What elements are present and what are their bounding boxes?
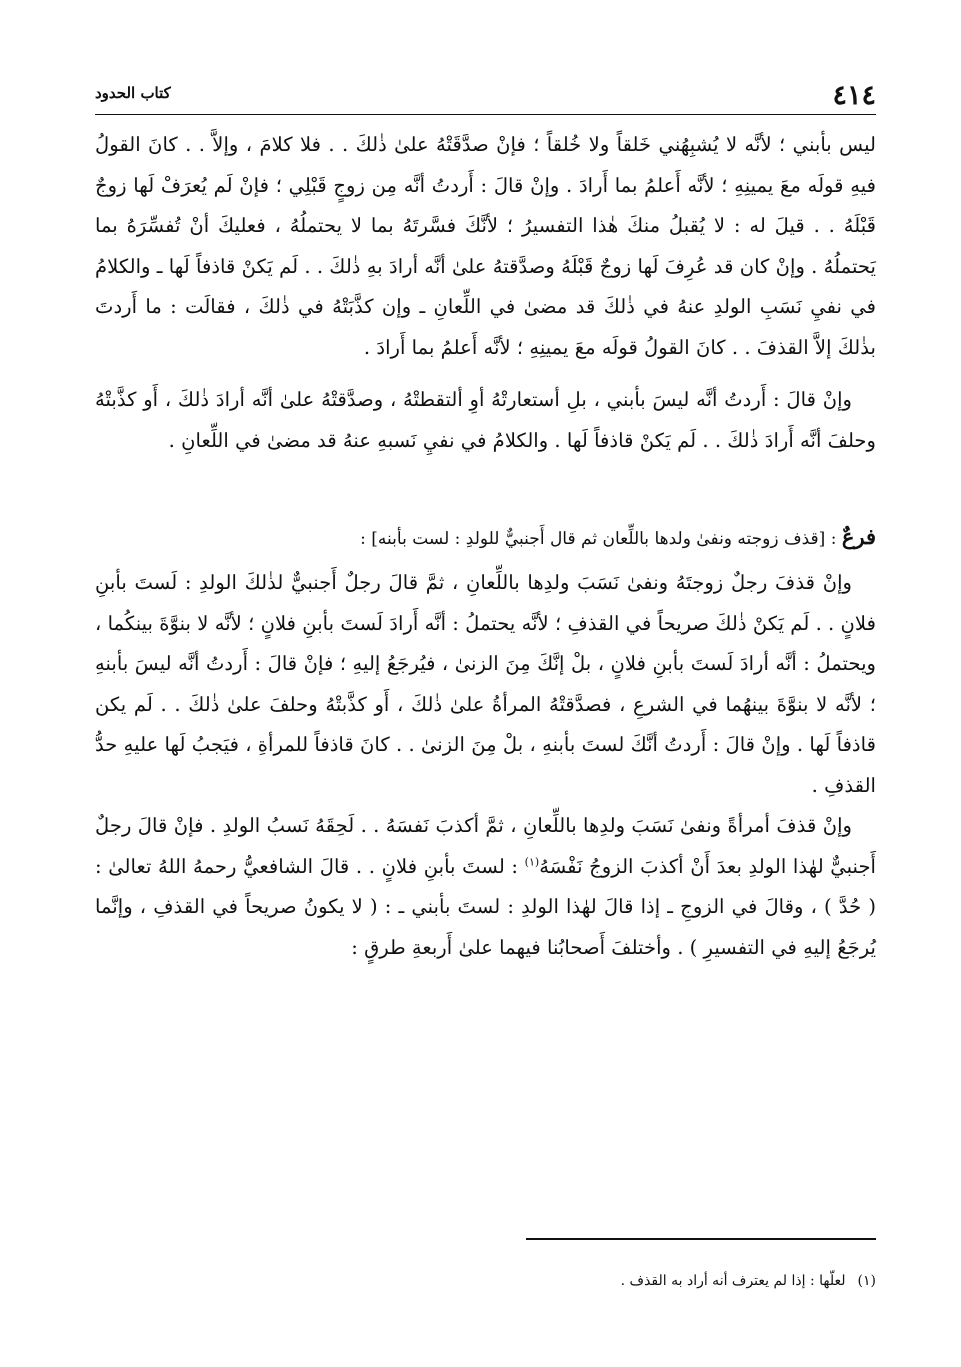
paragraph-4 xyxy=(95,806,876,968)
footnote-divider xyxy=(526,1238,876,1240)
paragraph-4-part-1: وإنْ قذفَ أمرأةً ونفىٰ نَسَبَ ولدِها باللِّعانِ ، ثمَّ أكذبَ نَفسَهُ . . لَحِقَهُ نَسبُ الولدِ . فإنْ قالَ رجلٌ أَجنبيٌّ لهٰذا الولدِ بعدَ أَنْ أكذبَ الزوجُ نَفْسَهُ xyxy=(95,814,877,878)
book-title: كتاب الحدود xyxy=(95,84,171,102)
paragraph-2: وإنْ قالَ : أَردتُ أنَّه ليسَ بأبني ، بلِ أستعارتْهُ أوِ ألتقطتْهُ ، وصدَّقتْهُ علىٰ أنَّه أرادَ ذٰلكَ ، أَو كذَّبتْهُ وحلفَ أنَّه أَرادَ ذٰلكَ . . لَم يَكنْ قاذفاً لَها . والكلامُ في نفيِ نَسبهِ عنهُ قد مضىٰ في اللِّعانِ . xyxy=(95,388,876,452)
heading-label: فرعٌ xyxy=(841,524,876,549)
paragraph-1: ليس بأبني ؛ لأنَّه لا يُشبِهُني خَلقاً ولا خُلقاً ؛ فإنْ صدَّقَتْهُ علىٰ ذٰلكَ . . فلا كلامَ ، وإلاَّ . . كانَ القولُ فيهِ قولَه معَ يمينِهِ ؛ لأنَّه أَعلمُ بما أَرادَ . وإنْ قالَ : أَردتُ أنَّه مِن زوجٍ قَبْلِي ؛ فإنْ لَم يُعرَفْ لَها زوجٌ قَبْلَهُ . . قيلَ له : لا يُقبلُ منكَ هٰذا التفسيرُ ؛ لأنَّكَ فسَّرتَهُ بما لا يحتملُهُ ، فعليكَ أنْ تُفسِّرَهُ بما يَحتملُهُ . وإنْ كان قد عُرِفَ لَها زوجٌ قَبْلَهُ وصدَّقتهُ علىٰ أنَّه أرادَ بهِ ذٰلكَ . . لَم يَكنْ قاذفاً لَها ـ والكلامُ في نفيِ نَسَبِ الولدِ عنهُ في ذٰلكَ قد مضىٰ في اللِّعانِ ـ وإن كذَّبَتْهُ في ذٰلكَ ، فقالَت : ما أَردتَ بذٰلكَ إلاَّ القذفَ . . كانَ القولُ قولَه معَ يمينِهِ ؛ لأنَّه أَعلمُ بما أَرادَ . xyxy=(95,133,876,359)
book-page xyxy=(95,70,876,1330)
heading-text: : [قذف زوجته ونفىٰ ولدها باللِّعان ثم قال أَجنبيٌّ للولدِ : لست بأبنه] : xyxy=(360,529,842,549)
section-gap xyxy=(95,461,876,517)
footnote-text: لعلّها : إذا لم يعترف أنه أراد به القذف . xyxy=(620,1273,846,1289)
section-heading xyxy=(95,517,876,559)
footnote-reference[interactable]: (١) xyxy=(524,854,540,868)
footnote xyxy=(95,1270,876,1292)
paragraph-gap xyxy=(95,368,876,380)
running-head xyxy=(95,70,876,115)
footnote-number: (١) xyxy=(857,1273,876,1289)
paragraph-4-part-2: : لستَ بأبنِ فلانٍ . . قالَ الشافعيُّ رحمهُ اللهُ تعالىٰ : ( حُدَّ ) ، وقالَ في الزوجِ ـ إذا قالَ لهٰذا الولدِ : لستَ بأبني ـ : ( لا يكونُ صريحاً في القذفِ ، وإنَّما يُرجَعُ إليهِ في التفسيرِ ) . وأختلفَ أَصحابُنا فيهما علىٰ أَربعةِ طرقٍ : xyxy=(95,854,876,959)
body-text xyxy=(95,125,876,968)
page-number: ٤١٤ xyxy=(832,80,876,111)
paragraph-3: وإنْ قذفَ رجلٌ زوجتَهُ ونفىٰ نَسَبَ ولدِها باللِّعانِ ، ثمَّ قالَ رجلٌ أَجنبيٌّ لذٰلكَ الولدِ : لَستَ بأبنِ فلانٍ . . لَم يَكنْ ذٰلكَ صريحاً في القذفِ ؛ لأنَّه يحتملُ : أنَّه أَرادَ لَستَ بأبنِ فلانٍ ؛ لأنَّه لا بنوَّةَ بينكُما ، ويحتملُ : أنَّه أرادَ لَستَ بأبنِ فلانٍ ، بلْ إنَّكَ مِنَ الزنىٰ ، فيُرجَعُ إليهِ ؛ فإنْ قالَ : أَردتُ أنَّه ليسَ بأبنهِ ؛ لأنَّه لا بنوَّةَ بينهُما في الشرعِ ، فصدَّقتْهُ المرأةُ علىٰ ذٰلكَ ، أَو كذَّبتْهُ وحلفَ علىٰ ذٰلكَ . . لَم يكن قاذفاً لَها . وإنْ قالَ : أَردتُ أنَّكَ لستَ بأبنهِ ، بلْ مِنَ الزنىٰ . . كانَ قاذفاً للمرأةِ ، فيَجبُ لَها عليهِ حدُّ القذفِ . xyxy=(95,571,876,797)
